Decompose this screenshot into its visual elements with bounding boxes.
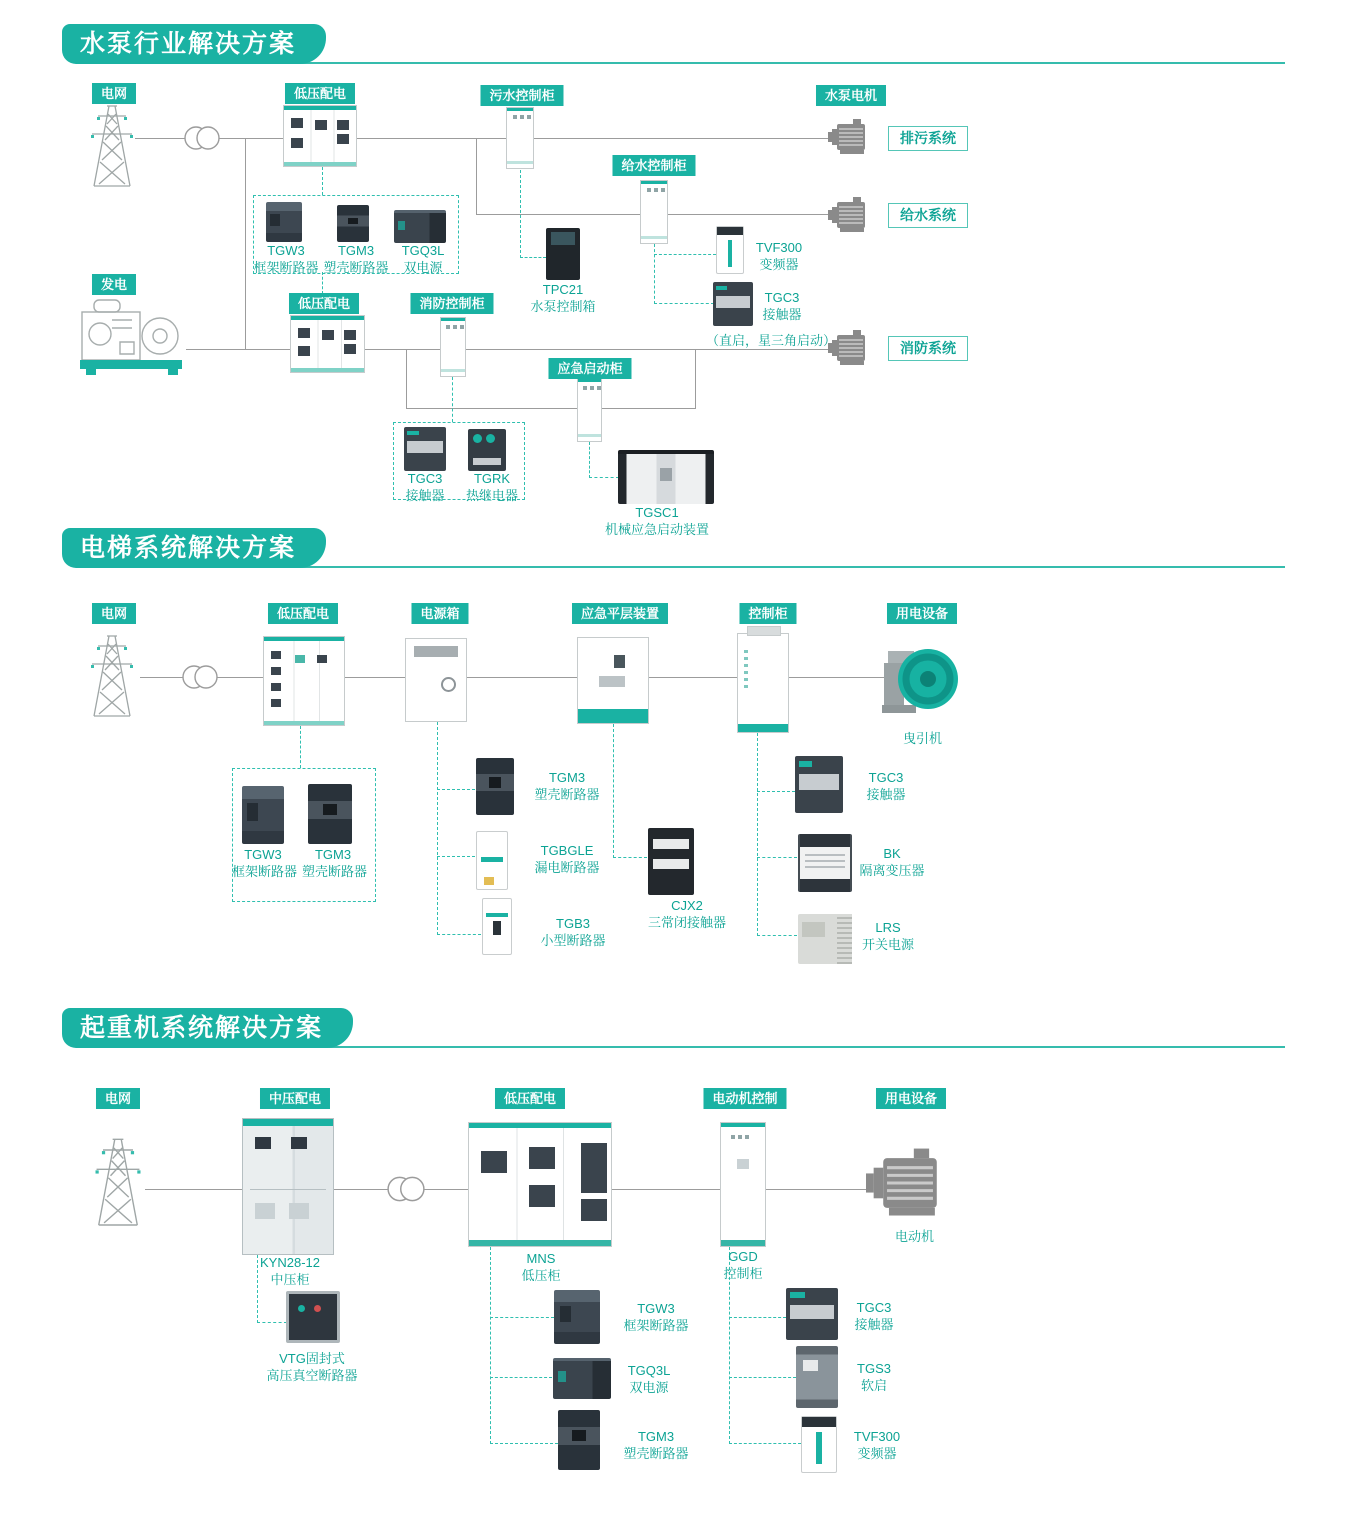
section2-rule — [300, 566, 1285, 568]
product-label-vtg — [246, 1351, 378, 1385]
cabinet-name: 控制柜 — [723, 1265, 763, 1281]
product-label-tgw3 — [251, 243, 321, 277]
dashed-connector — [490, 1377, 552, 1378]
cabinet-detail — [255, 1203, 275, 1219]
tag-sewage-cabinet: 污水控制柜 — [480, 85, 563, 106]
cabinet-detail — [583, 386, 587, 390]
product-model: TGQ3L — [627, 1363, 671, 1378]
product-model: CJX2 — [671, 898, 703, 913]
tag-water-cabinet: 给水控制柜 — [612, 155, 695, 176]
product-label-tgc3 — [858, 770, 914, 804]
tgw3-product-image — [266, 202, 302, 242]
tgc3-product-image — [786, 1288, 838, 1340]
tag-control-cabinet: 控制柜 — [739, 603, 796, 624]
product-name: 框架断路器 — [623, 1317, 689, 1333]
product-label-tpc21 — [528, 282, 598, 316]
connector-line — [406, 349, 407, 409]
product-name: 小型断路器 — [540, 932, 606, 948]
product-name: 三常闭接触器 — [647, 914, 726, 930]
section2-title: 电梯系统解决方案 — [62, 528, 326, 568]
tgsc1-product-image — [618, 450, 714, 504]
product-model: TGW3 — [637, 1301, 675, 1316]
dashed-connector — [589, 442, 590, 478]
section3-title: 起重机系统解决方案 — [62, 1008, 353, 1048]
product-name: 高压真空断路器 — [266, 1367, 358, 1383]
dashed-connector — [437, 934, 481, 935]
tgq3l-product-image — [553, 1358, 611, 1399]
product-label-tgq3l — [391, 243, 455, 277]
tgw3-product-image — [242, 786, 284, 844]
bk-product-image — [798, 834, 852, 892]
tgw3-product-image — [554, 1290, 600, 1344]
dashed-connector — [490, 1317, 554, 1318]
cabinet-detail — [599, 676, 625, 687]
product-name: 双电源 — [403, 259, 443, 275]
dashed-connector — [589, 477, 619, 478]
cabinet-detail — [647, 188, 651, 192]
dashed-connector — [437, 789, 475, 790]
section3-rule — [300, 1046, 1285, 1048]
tag-emergency-cabinet: 应急启动柜 — [548, 358, 631, 379]
dashed-connector — [757, 791, 795, 792]
dashed-connector — [452, 377, 453, 422]
cabinet-label-ggd — [717, 1249, 769, 1283]
product-model: TGBGLE — [540, 843, 594, 858]
motor-label: 电动机 — [895, 1229, 935, 1244]
tag-grid: 电网 — [92, 603, 136, 624]
transmission-tower-icon — [84, 630, 140, 718]
tag-generator: 发电 — [92, 274, 136, 295]
dashed-connector — [654, 303, 714, 304]
dashed-connector — [300, 726, 301, 768]
product-name: 软启 — [860, 1377, 887, 1393]
tgb3-product-image — [482, 898, 512, 955]
product-label-bk — [854, 846, 930, 880]
product-label-tgm3b — [528, 770, 606, 804]
product-model: TGW3 — [244, 847, 282, 862]
product-name: 框架断路器 — [253, 259, 319, 275]
dashed-connector — [757, 857, 797, 858]
product-label-tgc3b — [399, 471, 451, 505]
tgc3-product-image — [795, 756, 843, 813]
product-label-tgs3 — [850, 1361, 898, 1395]
dashed-connector — [437, 722, 438, 935]
product-model: TGW3 — [267, 243, 305, 258]
starting-mode-note: （直启，星三角启动） — [706, 333, 837, 348]
cabinet-name: 中压柜 — [270, 1271, 310, 1287]
cabinet-detail — [744, 650, 748, 692]
product-name: 接触器 — [405, 487, 445, 503]
product-name: 塑壳断路器 — [623, 1445, 689, 1461]
product-name: 框架断路器 — [232, 863, 298, 879]
product-model: TGB3 — [556, 916, 590, 931]
cabinet-detail — [737, 1159, 749, 1169]
product-label-tvf300 — [748, 240, 810, 274]
lv-switchgear-cabinet — [263, 636, 345, 726]
fire-control-cabinet — [440, 317, 466, 377]
product-label-tgw3 — [232, 847, 298, 881]
product-model: TGQ3L — [401, 243, 445, 258]
connector-line — [186, 349, 832, 350]
tgm3-product-image — [558, 1410, 600, 1470]
emergency-start-cabinet — [577, 378, 602, 442]
connector-line — [476, 138, 477, 215]
tag-lv-distribution: 低压配电 — [268, 603, 338, 624]
vtg-product-image — [286, 1291, 340, 1343]
lv-switchgear-cabinet — [283, 105, 357, 167]
tag-grid: 电网 — [92, 83, 136, 104]
dashed-connector — [613, 857, 647, 858]
product-label-cjx2 — [642, 898, 732, 932]
cabinet-name: 低压柜 — [521, 1267, 561, 1283]
cabinet-model: MNS — [526, 1251, 556, 1266]
tgm3-product-image — [308, 784, 352, 844]
product-label-tgc3 — [756, 290, 808, 324]
dashed-connector — [757, 935, 797, 936]
tgs3-product-image — [796, 1346, 838, 1408]
cabinet-label-kyn — [258, 1255, 322, 1289]
emergency-leveling-device — [577, 637, 649, 724]
tag-lv-distribution-top: 低压配电 — [285, 83, 355, 104]
product-model: TGC3 — [868, 770, 904, 785]
motor-icon — [828, 196, 874, 234]
product-model: TGS3 — [857, 1361, 891, 1376]
tag-power-box: 电源箱 — [411, 603, 468, 624]
cabinet-detail — [481, 1151, 507, 1173]
dashed-connector — [654, 254, 716, 255]
product-name: 热继电器 — [465, 487, 518, 503]
product-name: 水泵控制箱 — [530, 298, 596, 314]
sewage-control-cabinet — [506, 107, 534, 169]
tag-pump-motor: 水泵电机 — [816, 85, 886, 106]
product-name: 接触器 — [762, 306, 802, 322]
dashed-connector — [257, 1322, 287, 1323]
connector-line — [406, 408, 696, 409]
product-name: 塑壳断路器 — [302, 863, 368, 879]
dashed-connector — [654, 244, 655, 304]
cabinet-label-mns — [513, 1251, 569, 1285]
product-name: 接触器 — [866, 786, 906, 802]
product-name: 双电源 — [629, 1379, 669, 1395]
connector-line — [217, 138, 283, 139]
tvf300-product-image — [716, 226, 744, 274]
tag-mv-distribution: 中压配电 — [260, 1088, 330, 1109]
transmission-tower-icon — [88, 1126, 148, 1234]
product-label-tgrk — [458, 471, 526, 505]
dashed-connector — [322, 167, 323, 195]
connector-line — [245, 138, 246, 350]
transformer-icon — [181, 663, 219, 691]
tgm3-product-image — [337, 205, 369, 242]
product-label-tgm3 — [302, 847, 368, 881]
tgm3-product-image — [476, 758, 514, 815]
dashed-connector — [757, 733, 758, 936]
product-label-tgm3 — [321, 243, 391, 277]
product-model: TGC3 — [407, 471, 443, 486]
tvf300-product-image — [801, 1416, 837, 1473]
product-model: TGM3 — [637, 1429, 675, 1444]
product-model: TGM3 — [337, 243, 375, 258]
product-model: VTG固封式 — [279, 1351, 345, 1366]
tpc21-product-image — [546, 228, 580, 280]
dashed-connector — [729, 1377, 796, 1378]
product-label-tgq3l — [616, 1363, 682, 1397]
cabinet-detail — [298, 328, 310, 338]
traction-machine-icon — [880, 635, 960, 723]
product-model: TGRK — [473, 471, 511, 486]
product-name: 变频器 — [857, 1445, 897, 1461]
transformer-icon — [386, 1174, 426, 1204]
product-model: TGM3 — [548, 770, 586, 785]
tgbgle-product-image — [476, 831, 508, 890]
tag-fire-cabinet: 消防控制柜 — [410, 293, 493, 314]
system-box-drain: 排污系统 — [888, 126, 968, 151]
connector-line — [357, 138, 832, 139]
dashed-connector — [490, 1247, 491, 1444]
cabinet-detail — [291, 118, 303, 128]
tgrk-product-image — [468, 429, 506, 471]
product-name: 漏电断路器 — [534, 859, 600, 875]
dashed-connector — [729, 1317, 786, 1318]
product-model: TGC3 — [764, 290, 800, 305]
water-control-cabinet — [640, 180, 668, 244]
system-box-fire: 消防系统 — [888, 336, 968, 361]
dashed-connector — [437, 856, 475, 857]
cabinet-detail — [255, 1137, 271, 1149]
section1-rule — [300, 62, 1285, 64]
system-box-supply: 给水系统 — [888, 203, 968, 228]
tag-load-equipment: 用电设备 — [887, 603, 957, 624]
tgq3l-product-image — [394, 210, 446, 243]
lrs-product-image — [798, 914, 852, 964]
dashed-connector — [729, 1443, 801, 1444]
cabinet-detail — [446, 325, 450, 329]
generator-icon — [76, 290, 188, 378]
product-name: 机械应急启动装置 — [604, 521, 709, 537]
tag-grid: 电网 — [96, 1088, 140, 1109]
connector-line — [135, 138, 185, 139]
tag-motor-control: 电动机控制 — [703, 1088, 786, 1109]
motor-icon — [866, 1146, 954, 1220]
cabinet-detail — [513, 115, 517, 119]
product-label-tgc3 — [846, 1300, 902, 1334]
tag-leveling-device: 应急平层装置 — [572, 603, 668, 624]
section1-title: 水泵行业解决方案 — [62, 24, 326, 64]
tag-lv-distribution: 低压配电 — [495, 1088, 565, 1109]
product-model: LRS — [875, 920, 901, 935]
motor-control-cabinet — [720, 1122, 766, 1247]
cabinet-model: GGD — [728, 1249, 758, 1264]
product-name: 塑壳断路器 — [534, 786, 600, 802]
cabinet-model: KYN28-12 — [260, 1255, 320, 1270]
product-model: TGC3 — [856, 1300, 892, 1315]
dashed-connector — [613, 724, 614, 858]
product-label-tgsc1 — [598, 505, 716, 539]
product-label-tgm3 — [616, 1429, 696, 1463]
lv-switchgear-cabinet — [468, 1122, 612, 1247]
lv-switchgear-cabinet-2 — [290, 315, 365, 373]
elevator-control-cabinet — [737, 633, 789, 733]
motor-icon — [828, 118, 874, 156]
mv-switchgear-cabinet — [242, 1118, 334, 1255]
product-name: 接触器 — [854, 1316, 894, 1332]
product-label-tvf300 — [842, 1429, 912, 1463]
dashed-connector — [490, 1443, 558, 1444]
product-label-tgb3 — [534, 916, 612, 950]
traction-machine-label: 曳引机 — [903, 731, 943, 746]
connector-line — [695, 349, 696, 409]
cabinet-detail — [271, 651, 281, 659]
product-name: 开关电源 — [861, 936, 914, 952]
product-model: BK — [883, 846, 901, 861]
product-model: TGM3 — [314, 847, 352, 862]
power-distribution-box — [405, 638, 467, 722]
tag-lv-distribution-bottom: 低压配电 — [289, 293, 359, 314]
product-model: TVF300 — [853, 1429, 901, 1444]
product-name: 变频器 — [759, 256, 799, 272]
transmission-tower-icon — [84, 100, 140, 188]
product-name: 塑壳断路器 — [323, 259, 389, 275]
product-label-lrs — [856, 920, 920, 954]
dashed-connector — [520, 257, 546, 258]
tgc3-product-image — [404, 427, 446, 471]
tgc3-product-image — [713, 282, 753, 326]
product-label-tgbgle — [524, 843, 610, 877]
product-model: TPC21 — [542, 282, 584, 297]
product-label-tgw3 — [616, 1301, 696, 1335]
cjx2-product-image — [648, 828, 694, 895]
product-model: TVF300 — [755, 240, 803, 255]
product-model: TGSC1 — [635, 505, 679, 520]
tag-load-equipment: 用电设备 — [876, 1088, 946, 1109]
dashed-connector — [520, 170, 521, 258]
cabinet-detail — [731, 1135, 735, 1139]
product-name: 隔离变压器 — [859, 862, 925, 878]
transformer-icon — [183, 124, 221, 152]
